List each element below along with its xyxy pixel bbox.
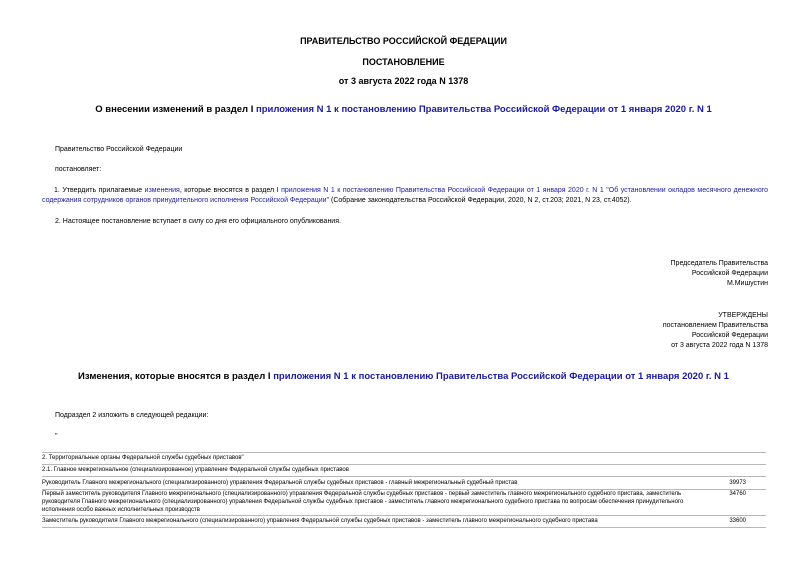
changes-link[interactable]: изменения: [144, 187, 180, 194]
p1-text-1: 1. Утвердить прилагаемые: [54, 187, 145, 194]
table-section-heading: 2. Территориальные органы Федеральной службы судебных приставов": [42, 455, 244, 461]
table-divider: [42, 527, 766, 528]
table-subsection-heading: 2.1. Главное межрегиональное (специализированное) управление Федеральной службы судебных приставов: [42, 467, 349, 473]
paragraph-1: [42, 186, 768, 206]
table-divider: [42, 515, 766, 516]
opening-quote: ": [55, 433, 58, 440]
table-row-position: Первый заместитель руководителя Главного межрегионального (специализированного) управления Федеральной службы судебных приставов - первый заместитель главного межрегионального судебного пристава, заместитель руководителя Главного межрегионального (специализированного) управления Федеральной службы судебных приставов - заместитель главного межрегионального судебного пристава по вопросам обеспечения принудительного исполнения особо важных исполнительных производств: [42, 491, 684, 513]
p1-text-2: , которые вносятся в раздел I: [179, 187, 282, 194]
paragraph-2: 2. Настоящее постановление вступает в силу со дня его официального опубликования.: [55, 218, 341, 225]
table-row-salary: 34760: [729, 491, 746, 497]
decrees-text: постановляет:: [55, 166, 102, 173]
table-row-salary: 33600: [729, 518, 746, 524]
table-divider: [42, 452, 766, 453]
changes-title-prefix: Изменения, которые вносятся в раздел I: [78, 371, 274, 382]
approved-line-3: Российской Федерации: [691, 332, 768, 339]
table-divider: [42, 476, 766, 477]
approved-line-4: от 3 августа 2022 года N 1378: [671, 342, 768, 349]
signature-line-2: Российской Федерации: [691, 270, 768, 277]
doc-type-heading: ПОСТАНОВЛЕНИЕ: [362, 57, 445, 67]
signature-line-1: Председатель Правительства: [670, 260, 768, 267]
approved-line-1: УТВЕРЖДЕНЫ: [718, 312, 768, 319]
title-link[interactable]: приложения N 1 к постановлению Правительства Российской Федерации от 1 января 2020 г. N 1: [256, 104, 712, 115]
p1-text-3: (Собрание законодательства Российской Федерации, 2020, N 2, ст.203; 2021, N 23, ст.4052).: [329, 197, 632, 204]
table-row-position: Заместитель руководителя Главного межрегионального (специализированного) управления Федеральной службы судебных приставов - заместитель главного межрегионального судебного пристава: [42, 518, 598, 524]
annex-link[interactable]: приложения N 1 к постановлению Правительства Российской Федерации от 1 января 2020 г. N 1 "Об установлении окладов месячного денежного содержания сотрудников органов принудительного исполнения Российской Федерации": [42, 187, 769, 204]
authority-heading: ПРАВИТЕЛЬСТВО РОССИЙСКОЙ ФЕДЕРАЦИИ: [300, 36, 507, 46]
date-number-heading: от 3 августа 2022 года N 1378: [338, 76, 469, 86]
instruction-text: Подраздел 2 изложить в следующей редакции:: [55, 412, 209, 419]
table-row-position: Руководитель Главного межрегионального (специализированного) управления Федеральной службы судебных приставов - главный межрегиональный судебный пристав: [42, 480, 518, 486]
title-prefix: О внесении изменений в раздел I: [95, 104, 256, 115]
government-text: Правительство Российской Федерации: [55, 146, 183, 153]
table-row-salary: 39973: [729, 480, 746, 486]
changes-title-link[interactable]: приложения N 1 к постановлению Правительства Российской Федерации от 1 января 2020 г. N 1: [273, 371, 729, 382]
document-title: [0, 104, 807, 115]
changes-title: [0, 371, 807, 382]
approved-line-2: постановлением Правительства: [662, 322, 768, 329]
signature-name: М.Мишустин: [726, 280, 768, 287]
table-divider: [42, 464, 766, 465]
